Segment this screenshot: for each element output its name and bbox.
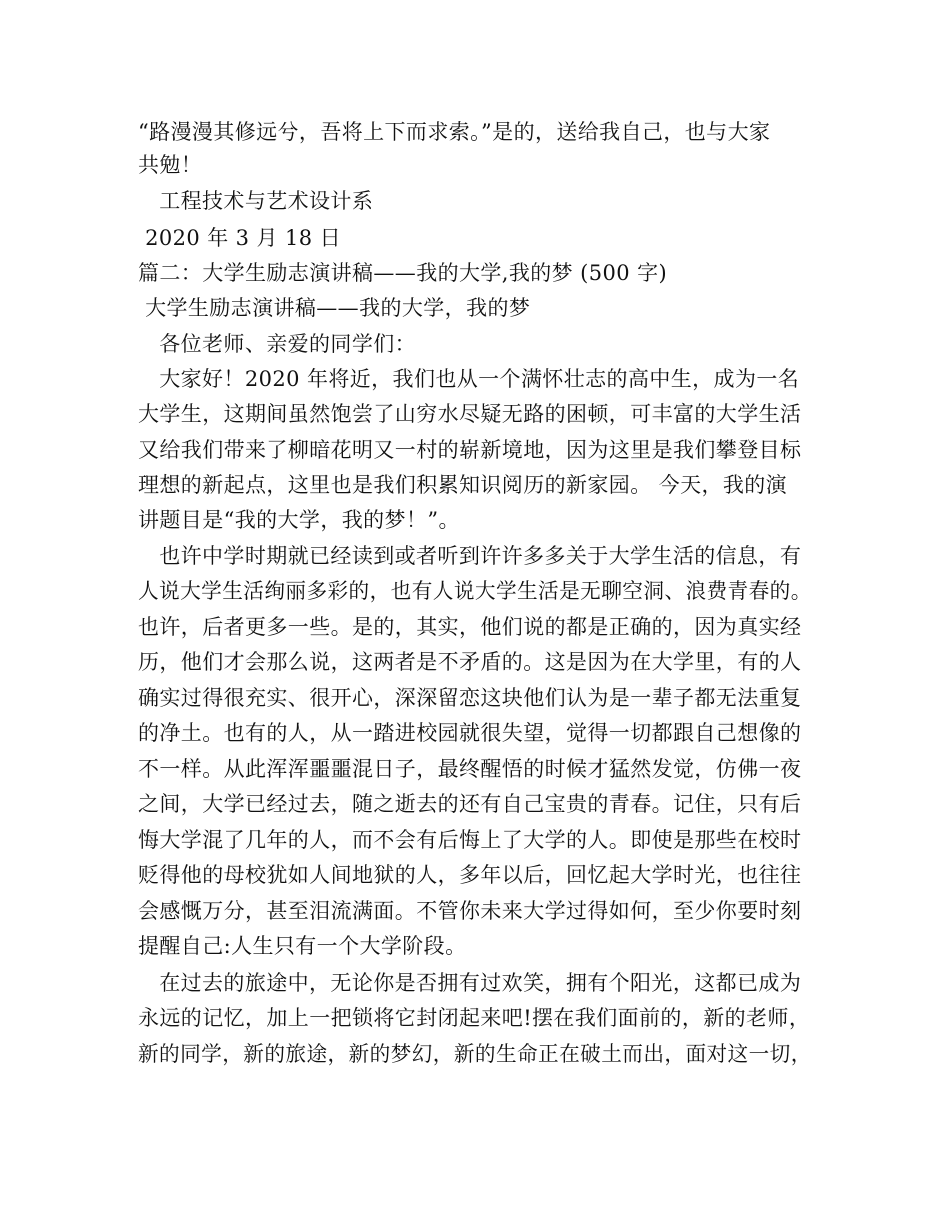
speech-title: 大学生励志演讲稿——我的大学，我的梦	[138, 296, 531, 320]
text-line: 新的同学，新的旅途，新的梦幻，新的生命正在破土而出，面对这一切，	[138, 1042, 812, 1066]
text-line: 也许，后者更多一些。是的，其实，他们说的都是正确的，因为真实经	[138, 615, 802, 639]
text-line: 也许中学时期就已经读到或者听到许许多多关于大学生活的信息，有	[138, 544, 802, 568]
text-line: 的净土。也有的人，从一踏进校园就很失望，觉得一切都跟自己想像的	[138, 721, 802, 745]
text-line: 不一样。从此浑浑噩噩混日子，最终醒悟的时候才猛然发觉，仿佛一夜	[138, 757, 802, 781]
section-heading: 篇二：大学生励志演讲稿——我的大学,我的梦 (500 字)	[138, 261, 668, 285]
salutation: 各位老师、亲爱的同学们：	[138, 332, 417, 356]
text-line: 讲题目是“我的大学，我的梦！”。	[138, 508, 460, 532]
text-line: 提醒自己:人生只有一个大学阶段。	[138, 934, 467, 958]
text-line: 理想的新起点，这里也是我们积累知识阅历的新家园。 今天，我的演	[138, 473, 788, 497]
text-line: 人说大学生活绚丽多彩的，也有人说大学生活是无聊空洞、浪费青春的。	[138, 579, 812, 603]
text-line: 大家好！2020 年将近，我们也从一个满怀壮志的高中生，成为一名	[138, 367, 800, 391]
signature-date: 2020 年 3 月 18 日	[138, 226, 341, 250]
text-line: 历，他们才会那么说，这两者是不矛盾的。这是因为在大学里，有的人	[138, 650, 802, 674]
text-line: 确实过得很充实、很开心，深深留恋这块他们认为是一辈子都无法重复	[138, 686, 802, 710]
text-line: 悔大学混了几年的人，而不会有后悔上了大学的人。即使是那些在校时	[138, 828, 802, 852]
text-line: 贬得他的母校犹如人间地狱的人，多年以后，回忆起大学时光，也往往	[138, 863, 802, 887]
department-signature: 工程技术与艺术设计系	[138, 189, 374, 213]
text-line: 会感慨万分，甚至泪流满面。不管你未来大学过得如何，至少你要时刻	[138, 899, 802, 923]
text-line: 之间，大学已经过去，随之逝去的还有自己宝贵的青春。记住，只有后	[138, 792, 802, 816]
text-line: 大学生，这期间虽然饱尝了山穷水尽疑无路的困顿，可丰富的大学生活	[138, 402, 802, 426]
text-line: 永远的记忆，加上一把锁将它封闭起来吧!摆在我们面前的，新的老师，	[138, 1006, 811, 1030]
text-line: 在过去的旅途中，无论你是否拥有过欢笑，拥有个阳光，这都已成为	[138, 971, 802, 995]
text-line: “路漫漫其修远兮，吾将上下而求索。”是的，送给我自己，也与大家	[138, 120, 771, 144]
text-line: 共勉！	[138, 153, 203, 177]
text-line: 又给我们带来了柳暗花明又一村的崭新境地，因为这里是我们攀登目标	[138, 438, 802, 462]
